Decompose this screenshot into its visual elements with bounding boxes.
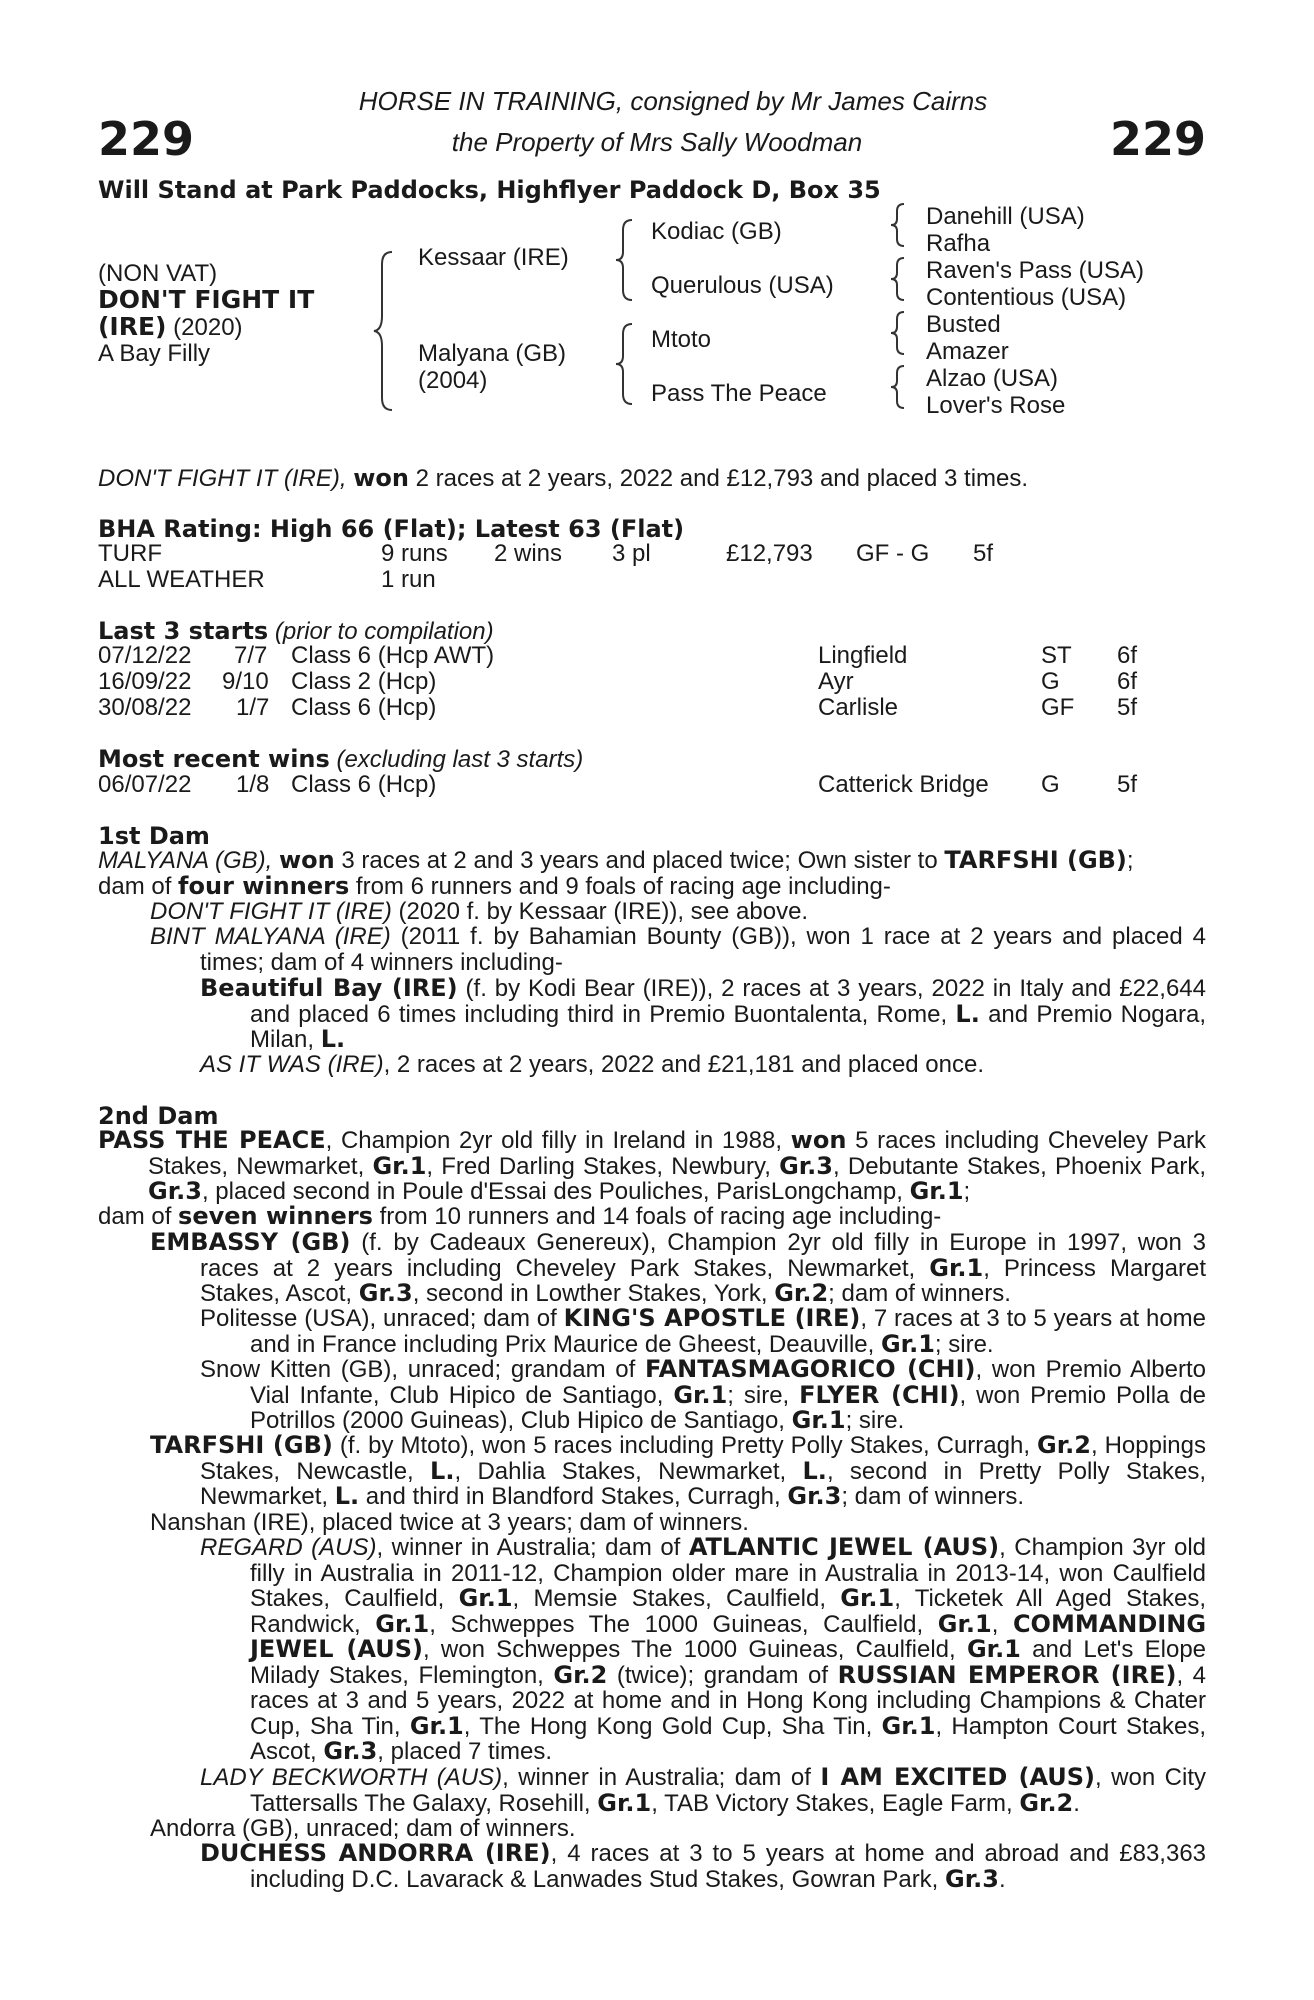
rating-title: BHA Rating: High 66 (Flat); Latest 63 (Flat) (98, 515, 685, 543)
start-date: 30/08/22 (98, 694, 192, 721)
summary-horse: DON'T FIGHT IT (IRE), (98, 465, 347, 492)
start-class: Class 2 (Hcp) (291, 668, 437, 695)
produce-2: BINT MALYANA (IRE) (2011 f. by Bahamian Bounty (GB)), won 1 race at 2 years and placed 4 times; dam of 4 winners including- (150, 923, 1207, 976)
start-position: 7/7 (234, 642, 268, 669)
produce-politesse: Politesse (USA), unraced; dam of KING'S APOSTLE (IRE), 7 races at 3 to 5 years at home and in France including Prix Maurice de Gheest, Deauville, Gr.1; sire. (200, 1304, 1207, 1358)
ggs-2: Raven's Pass (USA) (926, 257, 1144, 284)
grandproduce-2: AS IT WAS (IRE), 2 races at 2 years, 2022 and £21,181 and placed once. (200, 1051, 985, 1078)
pedigree-brace-3 (612, 322, 638, 406)
produce-1: DON'T FIGHT IT (IRE) (2020 f. by Kessaar (IRE)), see above. (150, 898, 809, 925)
stand-location: Will Stand at Park Paddocks, Highflyer Paddock D, Box 35 (98, 176, 881, 204)
horse-origin-year (98, 312, 243, 342)
second-dam-heading: 2nd Dam (98, 1102, 219, 1130)
aw-runs: 1 run (381, 566, 436, 593)
horse-description: A Bay Filly (98, 340, 211, 367)
turf-prize: £12,793 (726, 540, 813, 567)
ggs-1: Danehill (USA) (926, 203, 1085, 230)
start-date: 16/09/22 (98, 668, 192, 695)
start-date: 07/12/22 (98, 642, 192, 669)
summary-won: won (353, 464, 409, 492)
start-going: GF (1041, 694, 1075, 721)
produce-duchess-andorra: DUCHESS ANDORRA (IRE), 4 races at 3 to 5 years at home and abroad and £83,363 including D.C. Lavarack & Lanwades Stud Stakes, Gowran Park, Gr.3. (200, 1839, 1207, 1893)
vat-status: (NON VAT) (98, 260, 218, 287)
ggd-1: Rafha (926, 230, 991, 257)
produce-andorra: Andorra (GB), unraced; dam of winners. (150, 1815, 576, 1842)
recent-title: Most recent wins (98, 745, 330, 773)
pedigree-brace-4 (886, 202, 910, 248)
turf-placed: 3 pl (612, 540, 651, 567)
produce-tarfshi: TARFSHI (GB) (f. by Mtoto), won 5 races including Pretty Polly Stakes, Curragh, Gr.2, Hoppings Stakes, Newcastle, L., Dahlia Stakes, Newmarket, L., second in Pretty Polly Stakes, Newmarket, L. and third in Blandford Stakes, Curragh, Gr.3; dam of winners. (150, 1431, 1206, 1510)
produce-regard: REGARD (AUS), winner in Australia; dam of ATLANTIC JEWEL (AUS), Champion 3yr old filly in Australia in 2011-12, Champion older mare in Australia in 2013-14, won Caulfield Stakes, Caulfield, Gr.1, Memsie Stakes, Caulfield, Gr.1, Ticketek All Aged Stakes, Randwick, Gr.1, Schweppes The 1000 Guineas, Caulfield, Gr.1, COMMANDING JEWEL (AUS), won Schweppes The 1000 Guineas, Caulfield, Gr.1 and Let's Elope Milady Stakes, Flemington, Gr.2 (twice); grandam of RUSSIAN EMPEROR (IRE), 4 races at 3 and 5 years, 2022 at home and in Hong Kong including Champions & Chater Cup, Sha Tin, Gr.1, The Hong Kong Gold Cup, Sha Tin, Gr.1, Hampton Court Stakes, Ascot, Gr.3, placed 7 times. (200, 1533, 1207, 1765)
start-course: Carlisle (818, 694, 899, 721)
aw-label: ALL WEATHER (98, 566, 265, 593)
produce-nanshan: Nanshan (IRE), placed twice at 3 years; dam of winners. (150, 1509, 749, 1536)
dam: Malyana (GB) (418, 340, 567, 367)
lot-number-right: 229 (1109, 112, 1206, 166)
race-summary (98, 464, 1028, 493)
turf-wins: 2 wins (494, 540, 563, 567)
start-distance: 6f (1117, 668, 1138, 695)
pedigree-brace-7 (886, 364, 910, 410)
second-dam-intro: PASS THE PEACE, Champion 2yr old filly in Ireland in 1988, won 5 races including Cheveley Park Stakes, Newmarket, Gr.1, Fred Darling Stakes, Newbury, Gr.3, Debutante Stakes, Phoenix Park, Gr.3, placed second in Poule d'Essai des Pouliches, ParisLongchamp, Gr.1; (98, 1126, 1207, 1205)
turf-going: GF - G (856, 540, 930, 567)
win-going: G (1041, 771, 1060, 798)
summary-detail: 2 races at 2 years, 2022 and £12,793 and placed 3 times. (408, 465, 1029, 492)
property-line: the Property of Mrs Sally Woodman (451, 127, 863, 157)
horse-name: DON'T FIGHT IT (98, 285, 315, 314)
grandproduce-1: Beautiful Bay (IRE) (f. by Kodi Bear (IRE)), 2 races at 3 years, 2022 in Italy and £22,644 and placed 6 times including third in Premio Buontalenta, Rome, L. and Premio Nogara, Milan, L. (200, 974, 1207, 1053)
win-date: 06/07/22 (98, 771, 192, 798)
produce-embassy: EMBASSY (GB) (f. by Cadeaux Genereux), Champion 2yr old filly in Europe in 1997, won 3 races at 2 years including Cheveley Park Stakes, Newmarket, Gr.1, Princess Margaret Stakes, Ascot, Gr.3, second in Lowther Stakes, York, Gr.2; dam of winners. (150, 1228, 1207, 1307)
second-dam-produce-intro: dam of seven winners from 10 runners and 14 foals of racing age including- (98, 1202, 942, 1230)
start-going: G (1041, 668, 1060, 695)
ggd-3: Amazer (926, 338, 1009, 365)
turf-distance: 5f (973, 540, 994, 567)
start-course: Ayr (818, 668, 854, 695)
consignor-line: HORSE IN TRAINING, consigned by Mr James Cairns (358, 86, 988, 116)
dam-sire: Mtoto (651, 326, 712, 353)
recent-heading (98, 745, 583, 774)
turf-label: TURF (98, 540, 162, 567)
pedigree-brace-2 (612, 218, 638, 302)
start-course: Lingfield (818, 642, 908, 669)
win-class: Class 6 (Hcp) (291, 771, 437, 798)
win-distance: 5f (1117, 771, 1138, 798)
dam-year: (2004) (418, 367, 488, 394)
pedigree-brace-5 (886, 256, 910, 302)
produce-lady-beckworth: LADY BECKWORTH (AUS), winner in Australia; dam of I AM EXCITED (AUS), won City Tattersalls The Galaxy, Rosehill, Gr.1, TAB Victory Stakes, Eagle Farm, Gr.2. (200, 1763, 1206, 1817)
start-distance: 5f (1117, 694, 1138, 721)
horse-year: (2020) (166, 314, 243, 341)
pedigree-brace-1 (370, 250, 400, 412)
lot-number-left: 229 (98, 112, 195, 166)
turf-runs: 9 runs (381, 540, 448, 567)
start-class: Class 6 (Hcp) (291, 694, 437, 721)
sire: Kessaar (IRE) (418, 244, 569, 271)
ggd-2: Contentious (USA) (926, 284, 1127, 311)
start-class: Class 6 (Hcp AWT) (291, 642, 495, 669)
start-position: 1/7 (236, 694, 270, 721)
pedigree-brace-6 (886, 310, 910, 356)
win-course: Catterick Bridge (818, 771, 989, 798)
sire-sire: Kodiac (GB) (651, 218, 782, 245)
horse-origin: (IRE) (98, 312, 167, 341)
last3-title: Last 3 starts (98, 617, 269, 645)
produce-snow-kitten: Snow Kitten (GB), unraced; grandam of FANTASMAGORICO (CHI), won Premio Alberto Vial Infante, Club Hipico de Santiago, Gr.1; sire, FLYER (CHI), won Premio Polla de Potrillos (2000 Guineas), Club Hipico de Santiago, Gr.1; sire. (200, 1355, 1207, 1434)
start-position: 9/10 (222, 668, 269, 695)
first-dam-intro: MALYANA (GB), won 3 races at 2 and 3 years and placed twice; Own sister to TARFSHI (GB); dam of four winners from 6 runners and 9 foals of racing age including- (98, 846, 1134, 900)
dam-dam: Pass The Peace (651, 380, 827, 407)
sire-dam: Querulous (USA) (651, 272, 834, 299)
ggd-4: Lover's Rose (926, 392, 1066, 419)
win-position: 1/8 (236, 771, 270, 798)
first-dam-heading: 1st Dam (98, 822, 210, 850)
ggs-3: Busted (926, 311, 1001, 338)
ggs-4: Alzao (USA) (926, 365, 1059, 392)
recent-note: (excluding last 3 starts) (329, 746, 584, 773)
start-distance: 6f (1117, 642, 1138, 669)
start-going: ST (1041, 642, 1072, 669)
last3-note: (prior to compilation) (268, 618, 494, 645)
